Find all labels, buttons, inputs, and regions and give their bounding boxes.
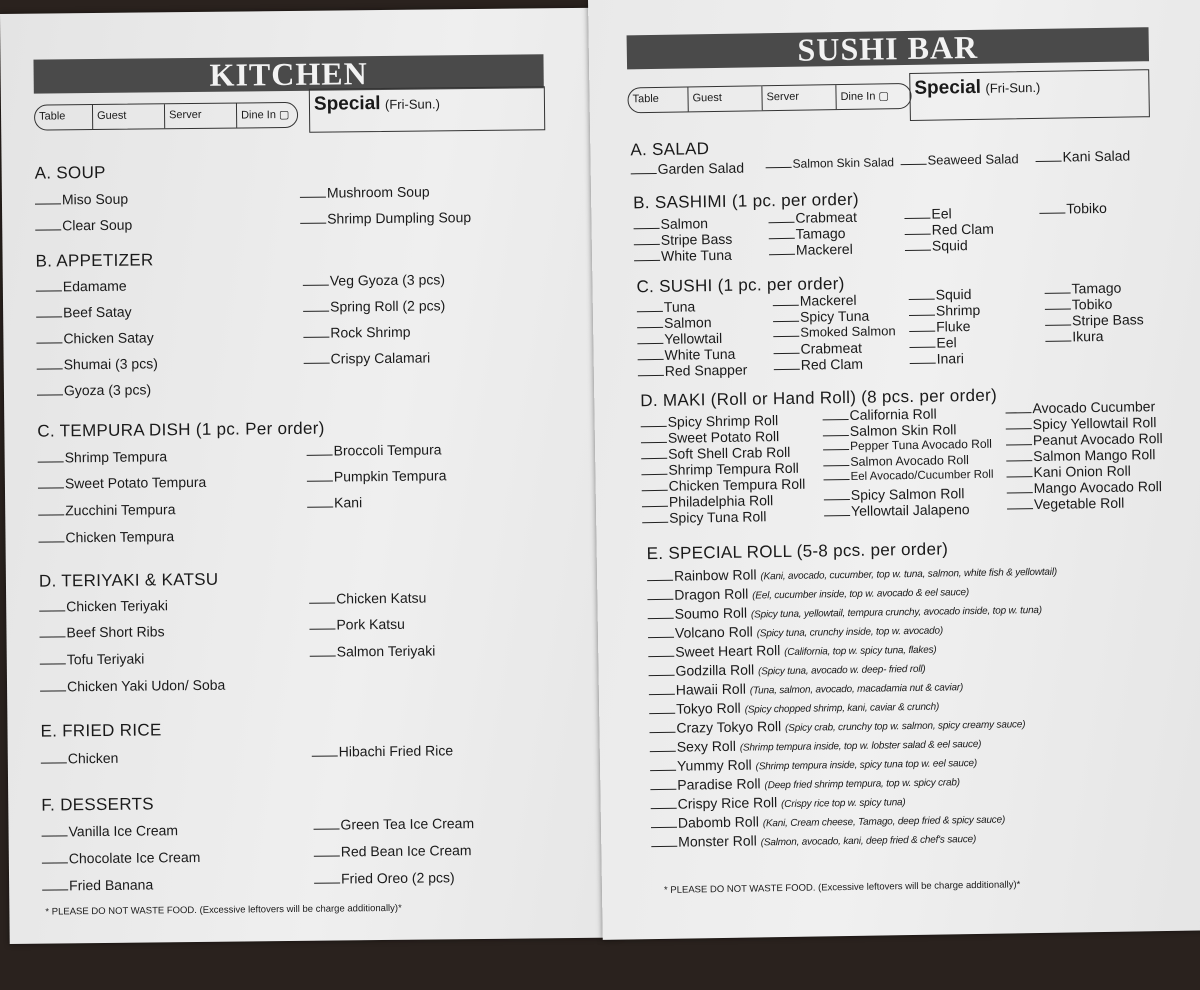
sushi-special-box[interactable] xyxy=(909,69,1150,121)
list-item[interactable]: Rock Shrimp xyxy=(303,324,410,341)
list-item[interactable]: Chicken Teriyaki xyxy=(39,597,168,614)
list-item[interactable]: Spring Roll (2 pcs) xyxy=(303,297,445,314)
list-item[interactable]: Red Clam xyxy=(774,356,863,373)
list-item[interactable]: Broccoli Tempura xyxy=(307,441,442,458)
list-item[interactable]: Tobiko xyxy=(1039,200,1107,217)
kitchen-special-box[interactable] xyxy=(309,86,545,132)
list-item[interactable]: Fluke xyxy=(909,318,970,335)
list-item[interactable]: Gyoza (3 pcs) xyxy=(37,381,151,398)
list-item[interactable]: Volcano Roll (Spicy tuna, crunchy inside, top w. avocado) xyxy=(648,621,943,642)
list-item[interactable]: Mushroom Soup xyxy=(300,184,430,201)
list-item[interactable]: Spicy Tuna Roll xyxy=(642,508,767,526)
list-item[interactable]: Monster Roll (Salmon, avocado, kani, deep fried & chef's sauce) xyxy=(651,829,976,850)
list-item[interactable]: Shrimp Dumpling Soup xyxy=(300,209,471,227)
list-item[interactable]: Stripe Bass xyxy=(1045,311,1144,329)
section-tempura: C. TEMPURA DISH (1 pc. Per order) xyxy=(37,418,325,441)
list-item[interactable]: Sweet Potato Tempura xyxy=(38,474,207,492)
guest-field[interactable]: Guest xyxy=(93,104,165,129)
list-item[interactable]: Eel xyxy=(909,334,956,351)
special-days: (Fri-Sun.) xyxy=(985,79,1041,96)
dine-in-checkbox[interactable]: Dine In ▢ xyxy=(241,108,290,122)
list-item[interactable]: Tuna xyxy=(637,298,696,315)
section-salad: A. SALAD xyxy=(630,139,710,160)
list-item[interactable]: Seaweed Salad xyxy=(900,151,1018,168)
list-item[interactable]: Kani Onion Roll xyxy=(1006,463,1131,481)
list-item[interactable]: Tamago xyxy=(1044,280,1121,297)
list-item[interactable]: Godzilla Roll (Spicy tuna, avocado w. deep- fried roll) xyxy=(648,659,925,679)
list-item[interactable]: Yellowtail xyxy=(637,330,722,347)
list-item[interactable]: Pork Katsu xyxy=(309,616,405,633)
list-item[interactable]: Mackerel xyxy=(769,241,853,258)
list-item[interactable]: Shrimp xyxy=(909,302,981,319)
special-title: Special xyxy=(313,93,381,115)
server-field[interactable]: Server xyxy=(165,104,237,129)
list-item[interactable]: Smoked Salmon xyxy=(773,323,896,340)
list-item[interactable]: Salmon Mango Roll xyxy=(1006,446,1155,464)
list-item[interactable]: Sexy Roll (Shrimp tempura inside, top w. lobster salad & eel sauce) xyxy=(650,734,982,755)
list-item[interactable]: Spicy Yellowtail Roll xyxy=(1006,414,1157,432)
list-item[interactable]: Chocolate Ice Cream xyxy=(42,849,201,867)
list-item[interactable]: Salmon Skin Roll xyxy=(823,421,957,439)
kitchen-order-info-bar xyxy=(34,102,298,131)
special-days: (Fri-Sun.) xyxy=(384,96,440,112)
list-item[interactable]: Ikura xyxy=(1045,328,1103,345)
list-item[interactable]: Inari xyxy=(910,350,964,367)
list-item[interactable]: Mango Avocado Roll xyxy=(1007,478,1162,496)
list-item[interactable]: Salmon Avocado Roll xyxy=(823,453,969,469)
list-item[interactable]: Soft Shell Crab Roll xyxy=(641,444,790,462)
list-item[interactable]: Clear Soup xyxy=(35,217,132,234)
list-item[interactable]: Avocado Cucumber xyxy=(1005,398,1155,416)
list-item[interactable]: Pumpkin Tempura xyxy=(307,467,447,484)
list-item[interactable]: Tobiko xyxy=(1045,296,1113,313)
list-item[interactable]: White Tuna xyxy=(634,247,732,265)
list-item[interactable]: Hawaii Roll (Tuna, salmon, avocado, macadamia nut & caviar) xyxy=(649,677,963,698)
list-item[interactable]: Yummy Roll (Shrimp tempura inside, spicy tuna top w. eel sauce) xyxy=(650,753,977,774)
list-item[interactable]: Crabmeat xyxy=(768,209,857,226)
list-item[interactable]: Philadelphia Roll xyxy=(642,492,774,510)
list-item[interactable]: Red Bean Ice Cream xyxy=(314,842,472,860)
special-title: Special xyxy=(914,76,982,99)
section-sushi: C. SUSHI (1 pc. per order) xyxy=(636,274,845,297)
list-item[interactable]: Red Clam xyxy=(905,221,994,238)
list-item[interactable]: Vegetable Roll xyxy=(1007,495,1125,513)
list-item[interactable]: Spicy Shrimp Roll xyxy=(641,412,779,430)
list-item[interactable]: Tamago xyxy=(769,225,846,242)
list-item[interactable]: Edamame xyxy=(36,278,127,295)
section-teriyaki-katsu: D. TERIYAKI & KATSU xyxy=(38,569,219,591)
section-fried-rice: E. FRIED RICE xyxy=(40,720,162,741)
list-item[interactable]: Fried Oreo (2 pcs) xyxy=(314,869,455,886)
waste-note: * PLEASE DO NOT WASTE FOOD. (Excessive leftovers will be charge additionally)* xyxy=(45,902,402,918)
list-item[interactable]: Shrimp Tempura Roll xyxy=(641,460,799,478)
list-item[interactable]: Sweet Potato Roll xyxy=(641,428,780,446)
list-item[interactable]: Sweet Heart Roll (California, top w. spicy tuna, flakes) xyxy=(648,640,936,661)
list-item[interactable]: Peanut Avocado Roll xyxy=(1006,430,1163,448)
list-item[interactable]: Chicken Satay xyxy=(36,329,153,346)
guest-field[interactable]: Guest xyxy=(688,86,762,111)
list-item[interactable]: Zucchini Tempura xyxy=(38,501,175,518)
list-item[interactable]: Veg Gyoza (3 pcs) xyxy=(303,271,445,288)
list-item[interactable]: Garden Salad xyxy=(631,160,745,178)
list-item[interactable]: Kani Salad xyxy=(1035,148,1130,165)
list-item[interactable]: Spicy Tuna xyxy=(773,308,870,326)
list-item[interactable]: Spicy Salmon Roll xyxy=(824,485,965,503)
list-item[interactable]: Vanilla Ice Cream xyxy=(41,822,178,839)
sushi-bar-order-sheet xyxy=(588,0,1200,940)
list-item[interactable]: Chicken Katsu xyxy=(309,590,426,607)
list-item[interactable]: Crabmeat xyxy=(773,340,862,357)
list-item[interactable]: Stripe Bass xyxy=(634,231,733,249)
list-item[interactable]: Soumo Roll (Spicy tuna, yellowtail, tempura crunchy, avocado inside, top w. tuna) xyxy=(648,600,1042,622)
list-item[interactable]: Beef Satay xyxy=(36,304,132,321)
list-item[interactable]: Pepper Tuna Avocado Roll xyxy=(823,437,992,454)
list-item[interactable]: Crispy Rice Roll (Crispy rice top w. spicy tuna) xyxy=(651,792,906,812)
section-special-roll: E. SPECIAL ROLL (5-8 pcs. per order) xyxy=(646,539,949,564)
section-desserts: F. DESSERTS xyxy=(41,794,154,815)
list-item[interactable]: Eel Avocado/Cucumber Roll xyxy=(823,469,993,484)
list-item[interactable]: Kani xyxy=(307,494,362,511)
list-item[interactable]: Squid xyxy=(905,237,968,254)
list-item[interactable]: Dragon Roll (Eel, cucumber inside, top w. avocado & eel sauce) xyxy=(647,582,969,603)
list-item[interactable]: Fried Banana xyxy=(42,876,153,893)
sushi-order-info-bar xyxy=(627,83,911,113)
kitchen-order-sheet xyxy=(0,8,620,944)
list-item[interactable]: Mackerel xyxy=(773,292,857,309)
list-item[interactable]: Chicken Yaki Udon/ Soba xyxy=(40,677,225,695)
list-item[interactable]: White Tuna xyxy=(637,346,735,364)
sushi-bar-title: SUSHI BAR xyxy=(627,27,1149,69)
list-item[interactable]: Tokyo Roll (Spicy chopped shrimp, kani, caviar & crunch) xyxy=(649,697,939,718)
list-item[interactable]: California Roll xyxy=(822,406,936,424)
section-maki: D. MAKI (Roll or Hand Roll) (8 pcs. per order) xyxy=(640,385,998,411)
list-item[interactable]: Tofu Teriyaki xyxy=(40,651,145,668)
list-item[interactable]: Salmon Skin Salad xyxy=(765,155,894,171)
list-item[interactable]: Squid xyxy=(909,286,972,303)
list-item[interactable]: Eel xyxy=(904,205,951,222)
list-item[interactable]: Salmon xyxy=(633,215,708,232)
list-item[interactable]: Salmon Teriyaki xyxy=(310,642,436,659)
waste-note: * PLEASE DO NOT WASTE FOOD. (Excessive leftovers will be charge additionally)* xyxy=(663,879,1021,896)
list-item[interactable]: Hibachi Fried Rice xyxy=(312,742,454,759)
list-item[interactable]: Red Snapper xyxy=(638,362,748,380)
section-soup: A. SOUP xyxy=(34,162,106,183)
table-field[interactable]: Table xyxy=(35,105,93,130)
list-item[interactable]: Paradise Roll (Deep fried shrimp tempura, top w. spicy crab) xyxy=(650,772,960,793)
dine-in-checkbox[interactable]: Dine In ▢ xyxy=(840,90,889,104)
list-item[interactable]: Shumai (3 pcs) xyxy=(37,355,158,372)
list-item[interactable]: Dabomb Roll (Kani, Cream cheese, Tamago, deep fried & spicy sauce) xyxy=(651,810,1005,832)
list-item[interactable]: Yellowtail Jalapeno xyxy=(824,501,970,519)
list-item[interactable]: Beef Short Ribs xyxy=(39,623,164,640)
list-item[interactable]: Chicken xyxy=(41,750,119,767)
list-item[interactable]: Chicken Tempura Roll xyxy=(642,476,806,495)
server-field[interactable]: Server xyxy=(762,85,836,110)
kitchen-title: KITCHEN xyxy=(33,54,543,93)
list-item[interactable]: Chicken Tempura xyxy=(38,528,174,545)
section-appetizer: B. APPETIZER xyxy=(35,250,154,271)
list-item[interactable]: Green Tea Ice Cream xyxy=(313,815,474,833)
list-item[interactable]: Crazy Tokyo Roll (Spicy crab, crunchy top w. salmon, spicy creamy sauce) xyxy=(649,714,1025,736)
table-field[interactable]: Table xyxy=(628,87,688,112)
list-item[interactable]: Crispy Calamari xyxy=(304,350,431,367)
section-sashimi: B. SASHIMI (1 pc. per order) xyxy=(633,189,860,213)
list-item[interactable]: Rainbow Roll (Kani, avocado, cucumber, top w. tuna, salmon, white fish & yellowtail) xyxy=(647,562,1057,584)
list-item[interactable]: Miso Soup xyxy=(35,191,128,208)
list-item[interactable]: Shrimp Tempura xyxy=(38,448,168,465)
list-item[interactable]: Salmon xyxy=(637,314,712,331)
